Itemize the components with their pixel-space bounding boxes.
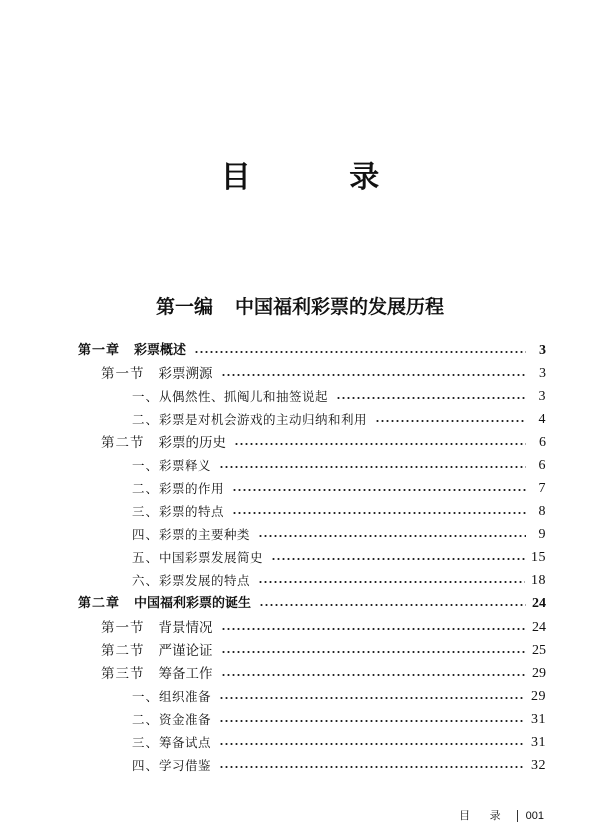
toc-entry-title: 资金准备 (159, 712, 212, 727)
footer-label: 目 录 (459, 809, 509, 822)
dot-leader (375, 420, 526, 422)
toc-entry-page-number: 7 (538, 481, 546, 496)
toc-entry-label (132, 732, 211, 754)
toc-entry-label (132, 524, 250, 546)
toc-subsection-entry (132, 501, 546, 523)
toc-entry-title: 彩票溯源 (158, 366, 213, 382)
toc-entry-label (78, 340, 186, 362)
part-title (0, 294, 600, 320)
toc-entry-label (132, 686, 211, 708)
footer-page-number: 001 (525, 810, 544, 822)
toc-entry-title: 中国彩票发展简史 (159, 550, 264, 565)
dot-leader (219, 743, 525, 745)
toc-entry-title: 彩票释义 (159, 458, 212, 473)
toc-entry-page-number: 24 (532, 596, 546, 611)
page-title: 目 录 (220, 160, 424, 195)
dot-leader (221, 651, 527, 653)
toc-entry-label (132, 570, 250, 592)
toc-entry-number: 三、 (132, 504, 160, 519)
toc-entry-page-number: 3 (538, 389, 546, 404)
part-number: 第一编 (155, 296, 213, 318)
dot-leader (219, 466, 526, 468)
toc-entry-number: 二、 (132, 712, 160, 727)
toc-section-entry (101, 663, 546, 685)
toc-chapter-entry (78, 340, 546, 362)
toc-entry-title: 彩票是对机会游戏的主动归纳和利用 (159, 412, 368, 427)
toc-entry-number: 一、 (132, 458, 160, 473)
toc-entry-page-number: 32 (531, 758, 546, 773)
toc-entry-page-number: 31 (531, 735, 546, 750)
part-name: 中国福利彩票的发展历程 (235, 296, 445, 318)
toc-entry-page-number: 29 (531, 689, 546, 704)
toc-entry-label (132, 755, 211, 777)
toc-entry-page-number: 25 (532, 643, 546, 658)
dot-leader (232, 489, 526, 491)
toc-entry-number: 六、 (132, 573, 160, 588)
toc-entry-title: 从偶然性、抓阄儿和抽签说起 (159, 389, 329, 404)
toc-entry-title: 严谨论证 (158, 643, 213, 659)
toc-entry-label (132, 709, 211, 731)
toc-entry-title: 组织准备 (159, 689, 212, 704)
dot-leader (258, 581, 525, 583)
toc-entry-label (132, 409, 367, 431)
toc-entry-title: 彩票概述 (134, 343, 187, 358)
toc-entry-page-number: 31 (531, 712, 546, 727)
toc-entry-number: 一、 (132, 389, 160, 404)
toc-entry-title: 中国福利彩票的诞生 (134, 596, 252, 611)
toc-entry-label (101, 663, 213, 685)
toc-entry-number: 二、 (132, 481, 160, 496)
toc-subsection-entry (132, 547, 546, 569)
dot-leader (232, 512, 526, 514)
toc-entry-number: 二、 (132, 412, 160, 427)
toc-entry-page-number: 9 (538, 527, 546, 542)
toc-entry-label (132, 501, 224, 523)
toc-entry-number: 第二章 (78, 596, 121, 611)
dot-leader (221, 374, 527, 376)
toc-subsection-entry (132, 686, 546, 708)
toc-subsection-entry (132, 409, 546, 431)
toc-entry-label (132, 455, 211, 477)
toc-entry-number: 三、 (132, 735, 160, 750)
toc-entry-title: 筹备工作 (158, 666, 213, 682)
dot-leader (221, 674, 527, 676)
toc-subsection-entry (132, 386, 546, 408)
dot-leader (221, 628, 527, 630)
dot-leader (234, 443, 526, 445)
toc-entry-page-number: 29 (532, 666, 546, 681)
toc-entry-title: 彩票的作用 (159, 481, 225, 496)
toc-entry-number: 一、 (132, 689, 160, 704)
toc-entry-number: 第一章 (78, 343, 121, 358)
toc-chapter-entry (78, 593, 546, 615)
toc-entry-label (101, 617, 213, 639)
toc-entry-number: 第一节 (101, 620, 145, 636)
toc-entry-number: 第二节 (101, 643, 145, 659)
toc-entry-page-number: 8 (538, 504, 546, 519)
toc-entry-number: 五、 (132, 550, 160, 565)
toc-entry-label (101, 432, 226, 454)
toc-subsection-entry (132, 455, 546, 477)
toc-entry-label (132, 478, 224, 500)
toc-entry-page-number: 15 (531, 550, 546, 565)
toc-entry-label (101, 363, 213, 385)
toc-subsection-entry (132, 732, 546, 754)
toc-entry-page-number: 24 (532, 620, 546, 635)
dot-leader (259, 604, 526, 606)
toc-entry-number: 第一节 (101, 366, 145, 382)
toc-entry-label (132, 386, 328, 408)
toc-entry-title: 背景情况 (158, 620, 213, 636)
footer-separator (517, 810, 518, 822)
toc-entry-title: 学习借鉴 (159, 758, 212, 773)
toc-entry-title: 彩票的主要种类 (159, 527, 251, 542)
toc-subsection-entry (132, 755, 546, 777)
toc-entry-page-number: 6 (539, 435, 546, 450)
toc-entry-title: 彩票的特点 (159, 504, 225, 519)
dot-leader (194, 351, 526, 353)
toc-entry-page-number: 18 (531, 573, 546, 588)
toc-entry-page-number: 4 (538, 412, 546, 427)
toc-entry-title: 筹备试点 (159, 735, 212, 750)
toc-subsection-entry (132, 709, 546, 731)
page-footer (459, 809, 544, 823)
toc-section-entry (101, 432, 546, 454)
dot-leader (219, 697, 525, 699)
toc-entry-label (78, 593, 251, 615)
dot-leader (336, 397, 526, 399)
toc-entry-title: 彩票发展的特点 (159, 573, 251, 588)
toc-entry-label (132, 547, 263, 569)
toc-subsection-entry (132, 478, 546, 500)
toc-entry-number: 第二节 (101, 435, 145, 451)
toc-entry-page-number: 3 (539, 366, 546, 381)
toc-entry-label (101, 640, 213, 662)
dot-leader (219, 720, 525, 722)
dot-leader (271, 558, 525, 560)
toc-section-entry (101, 363, 546, 385)
toc-entry-page-number: 6 (538, 458, 546, 473)
dot-leader (258, 535, 526, 537)
toc-section-entry (101, 617, 546, 639)
toc-subsection-entry (132, 524, 546, 546)
toc-entry-number: 第三节 (101, 666, 145, 682)
toc-subsection-entry (132, 570, 546, 592)
toc-entry-title: 彩票的历史 (158, 435, 226, 451)
toc-section-entry (101, 640, 546, 662)
dot-leader (219, 766, 525, 768)
toc-entry-page-number: 3 (539, 343, 546, 358)
toc-entry-number: 四、 (132, 758, 160, 773)
toc-entry-number: 四、 (132, 527, 160, 542)
